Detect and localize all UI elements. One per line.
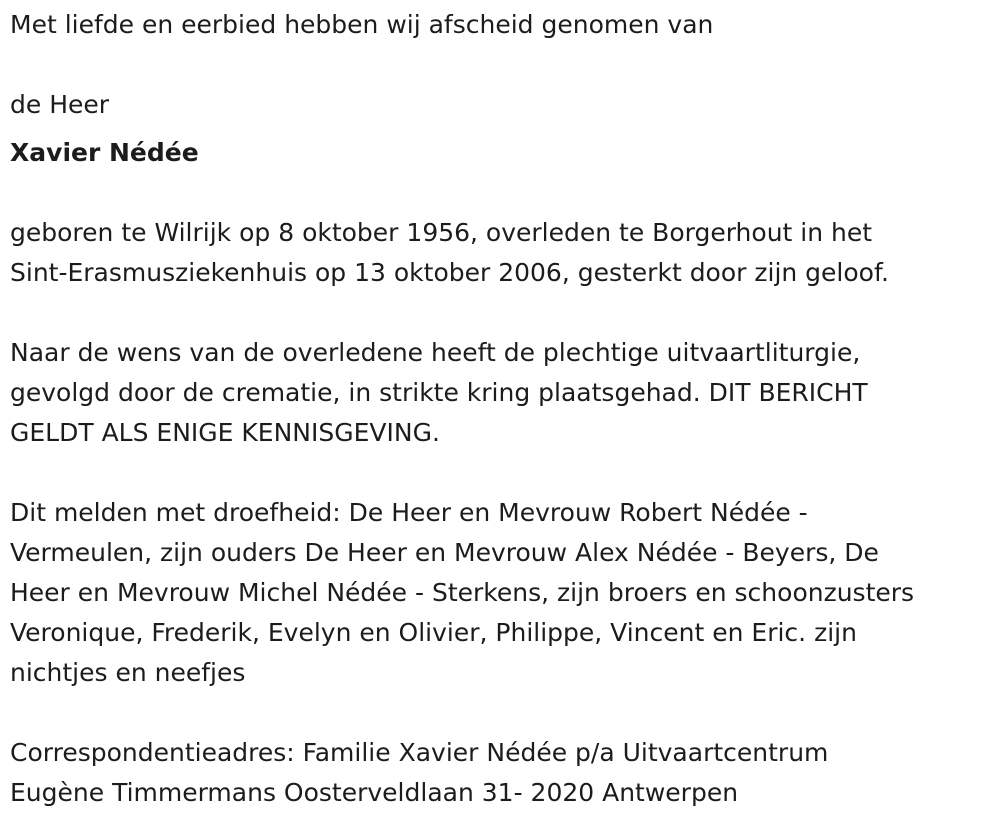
birth-death-paragraph: geboren te Wilrijk op 8 oktober 1956, overleden te Borgerhout in het Sint-Erasmusziekenhuis op 13 oktober 2006, gesterkt door zijn geloof. — [10, 218, 889, 287]
spacer — [10, 693, 990, 733]
funeral-paragraph: Naar de wens van de overledene heeft de plechtige uitvaartliturgie, gevolgd door de crematie, in strikte kring plaatsgehad. DIT BERICHT GELDT ALS ENIGE KENNISGEVING. — [10, 338, 868, 447]
spacer — [10, 45, 990, 85]
spacer — [10, 293, 990, 333]
deceased-name: Xavier Nédée — [10, 138, 199, 167]
spacer — [10, 453, 990, 493]
family-paragraph: Dit melden met droefheid: De Heer en Mevrouw Robert Nédée - Vermeulen, zijn ouders De Heer en Mevrouw Alex Nédée - Beyers, De Heer en Mevrouw Michel Nédée - Sterkens, zijn broers en schoonzusters Veronique, Frederik, Evelyn en Olivier, Philippe, Vincent en Eric. zijn nichtjes en neefjes — [10, 498, 915, 687]
correspondence-paragraph: Correspondentieadres: Familie Xavier Nédée p/a Uitvaartcentrum Eugène Timmermans Oosterveldlaan 31- 2020 Antwerpen — [10, 738, 829, 807]
salutation: de Heer — [10, 90, 110, 119]
spacer — [10, 173, 990, 213]
intro-line: Met liefde en eerbied hebben wij afscheid genomen van — [10, 10, 714, 39]
spacer — [10, 125, 990, 133]
